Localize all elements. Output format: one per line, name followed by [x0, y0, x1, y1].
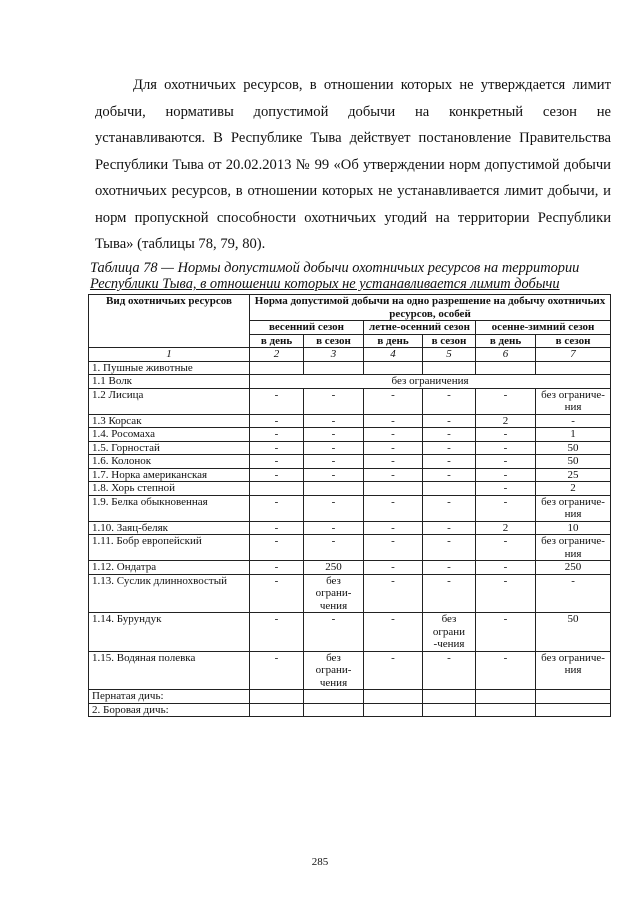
norm-value [476, 690, 536, 704]
species-name: 1.11. Бобр европейский [89, 535, 250, 561]
caption-line-1: Таблица 78 — Нормы допустимой добычи охотничьих ресурсов на территории [90, 260, 580, 276]
species-name: Пернатая дичь: [89, 690, 250, 704]
norm-value: - [423, 535, 476, 561]
species-name: 1.3 Корсак [89, 414, 250, 428]
species-name: 1.10. Заяц-беляк [89, 521, 250, 535]
norm-value: 1 [536, 428, 611, 442]
table-row [89, 375, 611, 389]
header-per-day: в день [250, 334, 304, 348]
header-norm: Норма допустимой добычи на одно разрешение на добычу охотничьих ресурсов, особей [250, 295, 611, 321]
norm-value: - [364, 414, 423, 428]
species-name: 1.7. Норка американская [89, 468, 250, 482]
norm-value [423, 361, 476, 375]
norm-value-span: без ограничения [250, 375, 611, 389]
table-row [89, 521, 611, 535]
norm-value: без ограни -чения [423, 613, 476, 652]
table-row [89, 455, 611, 469]
intro-text: Для охотничьих ресурсов, в отношении которых не утверждается лимит добычи, нормативы допустимой добычи на конкретный сезон не устанавливаются. В Республике Тыва действует постановление Правительства Республики Тыва от 20.02.2013 № 99 «Об утверждении норм допустимой добычи охотничьих ресурсов, в отношении которых не устанавливается лимит добычи, и норм пропускной способности охотничьих угодий на территории Республики Тыва» (таблицы 78, 79, 80). [95, 77, 611, 252]
table-row [89, 414, 611, 428]
norm-value: - [304, 613, 364, 652]
col-number: 7 [536, 348, 611, 362]
norm-value: - [364, 468, 423, 482]
table-row [89, 613, 611, 652]
norm-value: без ограниче-ния [536, 388, 611, 414]
norm-value: - [476, 495, 536, 521]
table-row [89, 388, 611, 414]
norm-value: без ограни-чения [304, 651, 364, 690]
norm-value [364, 361, 423, 375]
norm-value: 2 [476, 521, 536, 535]
species-name: 1.1 Волк [89, 375, 250, 389]
table-row [89, 361, 611, 375]
norm-value: - [364, 441, 423, 455]
norm-value [250, 482, 304, 496]
norm-value: 250 [304, 561, 364, 575]
col-number: 6 [476, 348, 536, 362]
header-per-season: в сезон [423, 334, 476, 348]
norm-value: - [536, 574, 611, 613]
species-name: 1.13. Суслик длиннохвостый [89, 574, 250, 613]
norm-value: - [423, 468, 476, 482]
norm-value: - [250, 561, 304, 575]
norm-value: - [250, 535, 304, 561]
norm-value: - [423, 651, 476, 690]
page-number: 285 [311, 856, 329, 868]
norm-value: - [476, 388, 536, 414]
norm-value [304, 690, 364, 704]
norm-value: - [250, 613, 304, 652]
table-caption [90, 260, 615, 292]
table-row [89, 690, 611, 704]
norm-value: - [364, 561, 423, 575]
table-row [89, 495, 611, 521]
norm-value: - [423, 521, 476, 535]
norm-value: - [423, 495, 476, 521]
norm-value: - [304, 455, 364, 469]
species-name: 1.12. Ондатра [89, 561, 250, 575]
table-row [89, 574, 611, 613]
caption-line-2: Республики Тыва, в отношении которых не устанавливается лимит добычи [90, 276, 560, 292]
norm-value: - [423, 414, 476, 428]
norm-value: - [304, 535, 364, 561]
norm-value: без ограниче-ния [536, 495, 611, 521]
norm-value: - [423, 574, 476, 613]
norm-value: - [364, 428, 423, 442]
norm-value: - [250, 414, 304, 428]
norm-value: без ограниче-ния [536, 535, 611, 561]
norm-value [423, 482, 476, 496]
norm-value: 50 [536, 455, 611, 469]
col-number: 2 [250, 348, 304, 362]
norm-value [476, 703, 536, 717]
species-name: 1.2 Лисица [89, 388, 250, 414]
norm-value: - [536, 414, 611, 428]
norm-value: - [364, 613, 423, 652]
norm-value: - [423, 561, 476, 575]
norm-value [364, 482, 423, 496]
norm-value: - [250, 468, 304, 482]
norm-value [304, 361, 364, 375]
norm-value: - [364, 651, 423, 690]
norm-value: - [250, 495, 304, 521]
table-row [89, 535, 611, 561]
norms-table [88, 294, 611, 717]
norm-value: без ограниче-ния [536, 651, 611, 690]
norm-value: - [476, 613, 536, 652]
norm-value [423, 690, 476, 704]
species-name: 1.8. Хорь степной [89, 482, 250, 496]
intro-paragraph [95, 72, 611, 258]
col-number: 4 [364, 348, 423, 362]
header-per-season: в сезон [536, 334, 611, 348]
col-number: 3 [304, 348, 364, 362]
norm-value: - [304, 414, 364, 428]
norm-value: - [423, 441, 476, 455]
norm-value: - [476, 561, 536, 575]
norm-value [476, 361, 536, 375]
header-season-autumn-winter: осенне-зимний сезон [476, 321, 611, 335]
col-number: 5 [423, 348, 476, 362]
norm-value: - [476, 468, 536, 482]
norm-value: 250 [536, 561, 611, 575]
species-name: 1.14. Бурундук [89, 613, 250, 652]
norm-value [250, 690, 304, 704]
norm-value: - [476, 482, 536, 496]
norm-value: - [476, 441, 536, 455]
norm-value: - [304, 495, 364, 521]
norm-value: - [423, 455, 476, 469]
norm-value: - [250, 428, 304, 442]
species-name: 2. Боровая дичь: [89, 703, 250, 717]
norm-value: - [250, 388, 304, 414]
table-row [89, 561, 611, 575]
norm-value: 50 [536, 441, 611, 455]
norm-value [304, 482, 364, 496]
norm-value [364, 690, 423, 704]
norm-value: - [250, 441, 304, 455]
norm-value [536, 690, 611, 704]
norm-value: - [476, 651, 536, 690]
header-season-spring: весенний сезон [250, 321, 364, 335]
species-name: 1.6. Колонок [89, 455, 250, 469]
norm-value: 2 [536, 482, 611, 496]
table-row [89, 428, 611, 442]
species-name: 1.15. Водяная полевка [89, 651, 250, 690]
norm-value: - [476, 455, 536, 469]
norm-value: 2 [476, 414, 536, 428]
norm-value: - [423, 388, 476, 414]
norm-value: - [250, 574, 304, 613]
norm-value [250, 361, 304, 375]
norm-value: - [364, 495, 423, 521]
norm-value: - [304, 441, 364, 455]
norm-value: без ограни-чения [304, 574, 364, 613]
norm-value: - [476, 535, 536, 561]
norm-value: - [304, 388, 364, 414]
header-per-day: в день [476, 334, 536, 348]
table-row [89, 703, 611, 717]
norm-value: - [250, 651, 304, 690]
header-per-season: в сезон [304, 334, 364, 348]
norm-value: - [423, 428, 476, 442]
species-name: 1.5. Горностай [89, 441, 250, 455]
norm-value: - [250, 521, 304, 535]
norm-value: 50 [536, 613, 611, 652]
norm-value: 25 [536, 468, 611, 482]
norm-value: - [476, 428, 536, 442]
table-row [89, 468, 611, 482]
table-row [89, 651, 611, 690]
header-species: Вид охотничьих ресурсов [89, 295, 250, 348]
norm-value [423, 703, 476, 717]
table-row [89, 482, 611, 496]
norm-value: - [304, 521, 364, 535]
norm-value: - [364, 521, 423, 535]
norm-value [304, 703, 364, 717]
norm-value: - [304, 428, 364, 442]
species-name: 1.9. Белка обыкновенная [89, 495, 250, 521]
header-season-summer-autumn: летне-осенний сезон [364, 321, 476, 335]
norm-value: - [304, 468, 364, 482]
norm-value: - [364, 535, 423, 561]
norm-value [536, 703, 611, 717]
norm-value [364, 703, 423, 717]
norm-value: - [476, 574, 536, 613]
norm-value: - [250, 455, 304, 469]
col-number: 1 [89, 348, 250, 362]
norm-value [536, 361, 611, 375]
norm-value: - [364, 574, 423, 613]
norm-value: - [364, 455, 423, 469]
header-per-day: в день [364, 334, 423, 348]
norm-value: 10 [536, 521, 611, 535]
norm-value [250, 703, 304, 717]
species-name: 1. Пушные животные [89, 361, 250, 375]
norm-value: - [364, 388, 423, 414]
species-name: 1.4. Росомаха [89, 428, 250, 442]
table-row [89, 441, 611, 455]
